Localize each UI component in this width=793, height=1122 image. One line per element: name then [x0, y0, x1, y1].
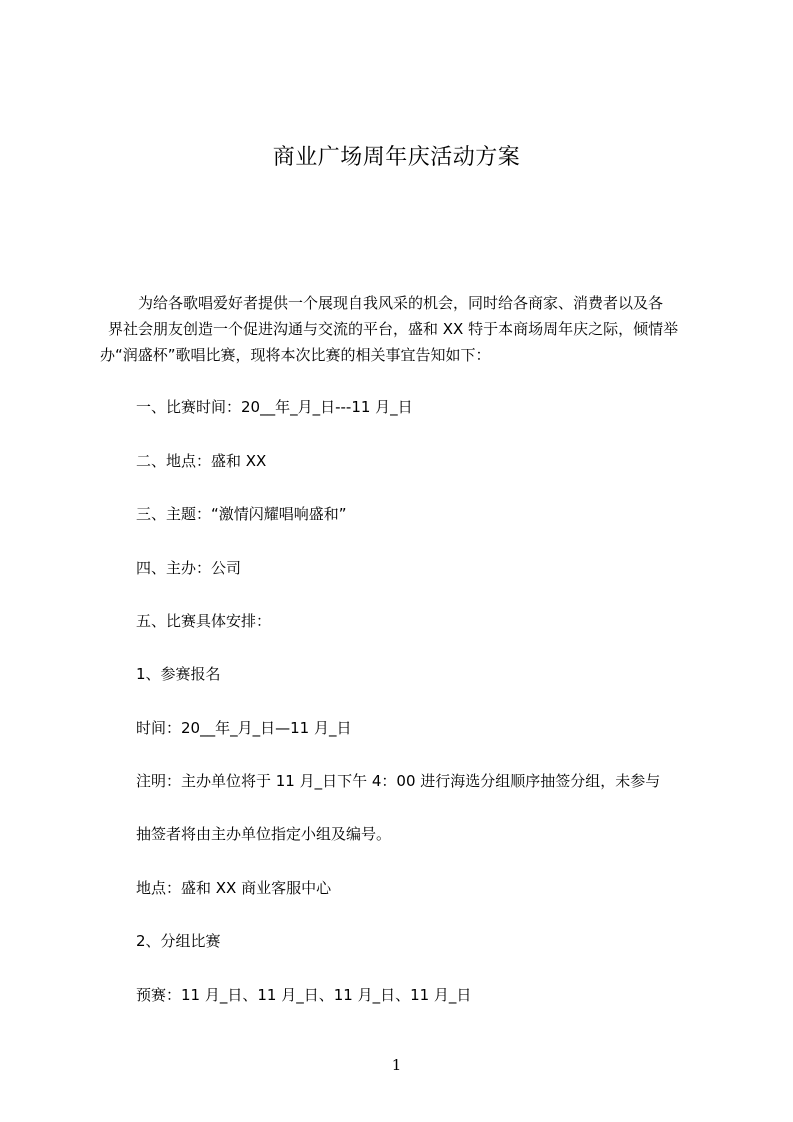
- subsection-group-competition: 2、分组比赛: [136, 932, 221, 950]
- page-number: 1: [391, 1056, 402, 1074]
- registration-time: 时间：20__年_月_日—11 月_日: [136, 719, 352, 737]
- intro-line-1: 为给各歌唱爱好者提供一个展现自我风采的机会，同时给各商家、消费者以及各: [138, 294, 664, 312]
- intro-line-3: 办“润盛杯”歌唱比赛，现将本次比赛的相关事宜告知如下：: [100, 346, 491, 364]
- section-theme: 三、主题：“激情闪耀唱响盛和”: [136, 505, 347, 523]
- section-time: 一、比赛时间：20__年_月_日---11 月_日: [136, 398, 413, 416]
- document-title: 商业广场周年庆活动方案: [272, 145, 521, 170]
- section-organizer: 四、主办：公司: [136, 559, 242, 577]
- intro-paragraph: [100, 290, 698, 370]
- subsection-registration: 1、参赛报名: [136, 665, 221, 683]
- intro-line-2: 界社会朋友创造一个促进沟通与交流的平台，盛和 XX 特于本商场周年庆之际，倾情举: [108, 320, 679, 338]
- preliminary-dates: 预赛：11 月_日、11 月_日、11 月_日、11 月_日: [136, 986, 472, 1004]
- section-location: 二、地点：盛和 XX: [136, 452, 267, 470]
- registration-note-line-2: 抽签者将由主办单位指定小组及编号。: [136, 825, 392, 843]
- registration-location: 地点：盛和 XX 商业客服中心: [136, 879, 332, 897]
- registration-note-line-1: 注明：主办单位将于 11 月_日下午 4：00 进行海选分组顺序抽签分组，未参与: [136, 772, 661, 790]
- section-schedule-heading: 五、比赛具体安排：: [136, 612, 272, 630]
